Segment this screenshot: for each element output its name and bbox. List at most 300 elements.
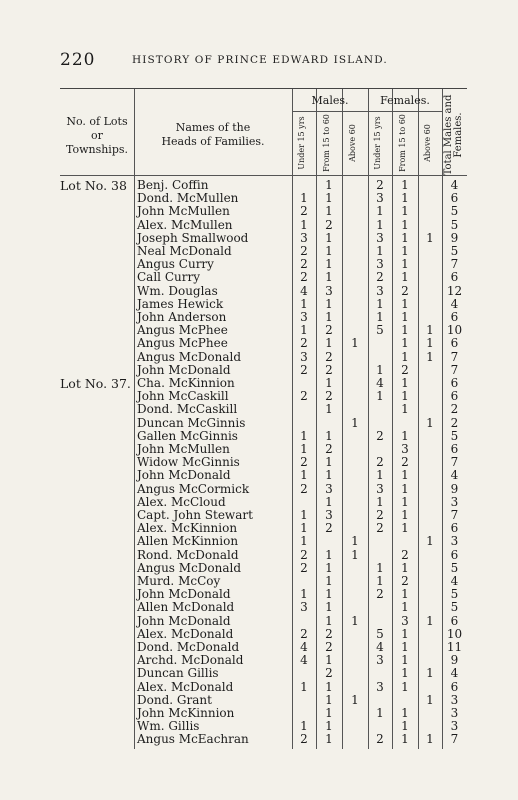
male-15-60-cell: 1 bbox=[325, 706, 333, 720]
male-above-60-cell: 1 bbox=[351, 547, 359, 562]
table-row bbox=[60, 219, 467, 232]
male-under-15-cell: 4 bbox=[300, 283, 308, 298]
female-15-60-cell: 1 bbox=[401, 204, 409, 219]
table-row bbox=[60, 628, 467, 641]
male-15-60-cell: 1 bbox=[325, 270, 333, 285]
page-header bbox=[60, 50, 470, 70]
males-group-header: Males. bbox=[311, 94, 349, 107]
total-cell: 4 bbox=[450, 574, 459, 588]
table-row bbox=[60, 549, 467, 562]
male-under-15-cell: 4 bbox=[300, 640, 308, 654]
table-row bbox=[60, 430, 467, 443]
family-name: Capt. John Stewart bbox=[137, 508, 253, 522]
total-cell: 6 bbox=[450, 376, 459, 390]
total-cell: 7 bbox=[450, 257, 459, 272]
male-under-15-cell: 2 bbox=[300, 560, 308, 575]
male-under-15-cell: 1 bbox=[300, 323, 308, 338]
male-15-60-cell: 1 bbox=[325, 455, 333, 470]
female-15-60-cell: 1 bbox=[401, 679, 409, 694]
total-cell: 6 bbox=[450, 270, 459, 285]
family-name: Wm. Douglas bbox=[137, 283, 218, 298]
total-cell: 4 bbox=[450, 296, 459, 311]
table-row bbox=[60, 615, 467, 628]
female-15-60-cell: 1 bbox=[401, 270, 409, 285]
header-rule bbox=[60, 175, 467, 176]
female-15-60-cell: 1 bbox=[401, 600, 409, 615]
female-under-15-cell: 2 bbox=[376, 178, 384, 192]
total-cell: 6 bbox=[450, 613, 459, 628]
male-15-60-cell: 1 bbox=[325, 244, 333, 258]
male-15-60-cell: 2 bbox=[325, 442, 333, 456]
female-15-60-cell: 2 bbox=[401, 362, 409, 377]
total-cell: 10 bbox=[446, 323, 463, 338]
total-column-header: Total Males and Females. bbox=[443, 94, 464, 176]
female-above-60-cell: 1 bbox=[426, 534, 434, 549]
male-15-60-cell: 1 bbox=[325, 719, 333, 734]
female-under-15-cell: 1 bbox=[376, 468, 384, 483]
female-15-60-cell: 2 bbox=[401, 574, 409, 588]
male-15-60-cell: 1 bbox=[325, 679, 333, 694]
lot-cell: Lot No. 38 bbox=[60, 178, 127, 193]
male-under-15-cell: 1 bbox=[300, 508, 308, 522]
table-row bbox=[60, 588, 467, 601]
family-name: Angus McCormick bbox=[137, 481, 250, 496]
total-cell: 5 bbox=[450, 217, 459, 232]
male-under-15-cell: 3 bbox=[300, 349, 308, 364]
female-under-15-cell: 1 bbox=[376, 494, 384, 509]
family-name: Alex. McDonald bbox=[137, 679, 234, 694]
male-15-60-cell: 1 bbox=[325, 494, 333, 509]
female-under-15-cell: 1 bbox=[376, 362, 384, 377]
female-15-60-cell: 1 bbox=[401, 389, 409, 404]
male-under-15-header: Under 15 yrs bbox=[297, 116, 306, 170]
male-under-15-cell: 2 bbox=[300, 270, 308, 285]
total-cell: 7 bbox=[450, 362, 459, 377]
table-row bbox=[60, 562, 467, 575]
male-under-15-cell: 1 bbox=[300, 442, 308, 456]
female-15-60-cell: 1 bbox=[401, 191, 409, 206]
male-under-15-cell: 1 bbox=[300, 468, 308, 483]
male-15-60-cell: 3 bbox=[325, 508, 333, 522]
family-name: Duncan McGinnis bbox=[137, 415, 246, 430]
total-cell: 9 bbox=[450, 481, 459, 496]
female-under-15-cell: 3 bbox=[376, 230, 384, 245]
group-rule bbox=[292, 111, 442, 112]
female-15-60-cell: 1 bbox=[401, 732, 409, 747]
family-name: Angus McPhee bbox=[137, 336, 228, 351]
female-above-60-cell: 1 bbox=[426, 230, 434, 245]
female-15-60-cell: 1 bbox=[401, 402, 409, 417]
male-15-60-cell: 1 bbox=[325, 191, 333, 206]
total-cell: 6 bbox=[450, 547, 459, 562]
female-15-60-header: From 15 to 60 bbox=[398, 114, 407, 172]
male-15-60-cell: 2 bbox=[325, 217, 333, 232]
male-under-15-cell: 2 bbox=[300, 257, 308, 272]
male-15-60-cell: 1 bbox=[325, 296, 333, 311]
total-cell: 6 bbox=[450, 310, 459, 324]
total-cell: 7 bbox=[450, 508, 459, 522]
female-15-60-cell: 1 bbox=[401, 323, 409, 338]
total-cell: 9 bbox=[450, 230, 459, 245]
total-cell: 5 bbox=[450, 244, 459, 258]
female-15-60-cell: 1 bbox=[401, 230, 409, 245]
male-under-15-cell: 3 bbox=[300, 230, 308, 245]
family-name: John McCaskill bbox=[137, 389, 229, 404]
male-above-60-header: Above 60 bbox=[348, 124, 357, 162]
family-name: James Hewick bbox=[137, 296, 224, 311]
family-name: Alex. McDonald bbox=[137, 626, 234, 641]
female-under-15-cell: 1 bbox=[376, 574, 384, 588]
family-name: Alex. McKinnion bbox=[137, 521, 238, 536]
female-15-60-cell: 1 bbox=[401, 666, 409, 681]
family-name: John McDonald bbox=[137, 613, 231, 628]
total-cell: 6 bbox=[450, 521, 459, 536]
total-cell: 12 bbox=[446, 283, 463, 298]
male-under-15-cell: 1 bbox=[300, 191, 308, 206]
female-under-15-cell: 1 bbox=[376, 244, 384, 258]
female-above-60-cell: 1 bbox=[426, 666, 434, 681]
female-under-15-cell: 1 bbox=[376, 706, 384, 720]
male-15-60-cell: 1 bbox=[325, 376, 333, 390]
female-15-60-cell: 1 bbox=[401, 719, 409, 734]
total-cell: 6 bbox=[450, 191, 459, 206]
total-cell: 5 bbox=[450, 204, 459, 219]
family-name: John McMullen bbox=[137, 442, 230, 456]
table-row bbox=[60, 694, 467, 707]
male-above-60-cell: 1 bbox=[351, 692, 359, 707]
female-15-60-cell: 1 bbox=[401, 560, 409, 575]
females-group-header: Females. bbox=[380, 94, 430, 107]
header-line: Names of the bbox=[175, 121, 251, 134]
male-15-60-cell: 2 bbox=[325, 349, 333, 364]
total-cell: 2 bbox=[450, 402, 459, 417]
table-row bbox=[60, 271, 467, 284]
male-under-15-cell: 2 bbox=[300, 336, 308, 351]
family-name: Alex. McCloud bbox=[137, 494, 226, 509]
table-row bbox=[60, 192, 467, 205]
male-under-15-cell: 2 bbox=[300, 244, 308, 258]
total-cell: 6 bbox=[450, 336, 459, 351]
male-15-60-cell: 1 bbox=[325, 600, 333, 615]
family-name: Dond. McMullen bbox=[137, 191, 239, 206]
total-cell: 5 bbox=[450, 560, 459, 575]
male-15-60-cell: 1 bbox=[325, 732, 333, 747]
male-15-60-cell: 1 bbox=[325, 692, 333, 707]
female-15-60-cell: 1 bbox=[401, 428, 409, 443]
male-under-15-cell: 2 bbox=[300, 626, 308, 641]
female-under-15-cell: 3 bbox=[376, 191, 384, 206]
male-15-60-cell: 1 bbox=[325, 560, 333, 575]
male-15-60-cell: 1 bbox=[325, 257, 333, 272]
family-name: Angus McEachran bbox=[137, 732, 249, 747]
male-15-60-cell: 1 bbox=[325, 613, 333, 628]
table-row bbox=[60, 337, 467, 350]
family-name: John McMullen bbox=[137, 204, 230, 219]
total-cell: 7 bbox=[450, 349, 459, 364]
male-15-60-cell: 1 bbox=[325, 547, 333, 562]
family-name: Call Curry bbox=[137, 270, 200, 285]
female-under-15-cell: 3 bbox=[376, 653, 384, 668]
male-15-60-cell: 3 bbox=[325, 481, 333, 496]
family-name: John McDonald bbox=[137, 468, 231, 483]
male-15-60-cell: 1 bbox=[325, 402, 333, 417]
lot-cell: Lot No. 37. bbox=[60, 376, 131, 391]
table-row bbox=[60, 483, 467, 496]
female-under-15-cell: 3 bbox=[376, 257, 384, 272]
male-under-15-cell: 2 bbox=[300, 547, 308, 562]
family-name: Angus McPhee bbox=[137, 323, 228, 338]
female-under-15-cell: 3 bbox=[376, 679, 384, 694]
total-cell: 10 bbox=[446, 626, 463, 641]
total-cell: 3 bbox=[450, 534, 459, 549]
female-15-60-cell: 1 bbox=[401, 494, 409, 509]
male-under-15-cell: 2 bbox=[300, 481, 308, 496]
female-under-15-cell: 1 bbox=[376, 217, 384, 232]
table-row bbox=[60, 681, 467, 694]
family-name: John McKinnion bbox=[137, 706, 235, 720]
total-cell: 2 bbox=[450, 415, 459, 430]
female-15-60-cell: 1 bbox=[401, 310, 409, 324]
female-15-60-cell: 1 bbox=[401, 296, 409, 311]
female-under-15-cell: 1 bbox=[376, 389, 384, 404]
lots-column-header bbox=[60, 115, 134, 157]
female-under-15-cell: 3 bbox=[376, 283, 384, 298]
header-line: No. of Lots bbox=[66, 115, 128, 128]
female-under-15-cell: 5 bbox=[376, 323, 384, 338]
male-under-15-cell: 1 bbox=[300, 719, 308, 734]
family-name: Dond. McCaskill bbox=[137, 402, 238, 417]
female-15-60-cell: 2 bbox=[401, 455, 409, 470]
family-name: John McDonald bbox=[137, 362, 231, 377]
female-under-15-cell: 1 bbox=[376, 204, 384, 219]
total-cell: 5 bbox=[450, 587, 459, 602]
male-15-60-cell: 1 bbox=[325, 336, 333, 351]
female-15-60-cell: 1 bbox=[401, 626, 409, 641]
family-name: Wm. Gillis bbox=[137, 719, 200, 734]
running-title: HISTORY OF PRINCE EDWARD ISLAND. bbox=[132, 54, 388, 66]
male-15-60-cell: 2 bbox=[325, 362, 333, 377]
male-above-60-cell: 1 bbox=[351, 415, 359, 430]
female-under-15-cell: 1 bbox=[376, 560, 384, 575]
male-under-15-cell: 1 bbox=[300, 296, 308, 311]
male-above-60-cell: 1 bbox=[351, 336, 359, 351]
family-name: Joseph Smallwood bbox=[137, 230, 249, 245]
female-15-60-cell: 1 bbox=[401, 468, 409, 483]
family-name: Dond. McDonald bbox=[137, 640, 240, 654]
female-15-60-cell: 1 bbox=[401, 508, 409, 522]
family-name: Dond. Grant bbox=[137, 692, 212, 707]
total-cell: 7 bbox=[450, 732, 459, 747]
female-15-60-cell: 2 bbox=[401, 283, 409, 298]
family-name: Alex. McMullen bbox=[137, 217, 233, 232]
female-above-60-cell: 1 bbox=[426, 613, 434, 628]
total-cell: 3 bbox=[450, 692, 459, 707]
female-15-60-cell: 2 bbox=[401, 547, 409, 562]
female-under-15-cell: 4 bbox=[376, 376, 384, 390]
total-cell: 4 bbox=[450, 468, 459, 483]
female-15-60-cell: 1 bbox=[401, 178, 409, 192]
female-15-60-cell: 1 bbox=[401, 257, 409, 272]
total-cell: 5 bbox=[450, 428, 459, 443]
female-above-60-cell: 1 bbox=[426, 349, 434, 364]
female-15-60-cell: 1 bbox=[401, 706, 409, 720]
male-15-60-cell: 1 bbox=[325, 310, 333, 324]
male-15-60-cell: 1 bbox=[325, 574, 333, 588]
family-name: Gallen McGinnis bbox=[137, 428, 238, 443]
male-15-60-cell: 1 bbox=[325, 587, 333, 602]
male-under-15-cell: 4 bbox=[300, 653, 308, 668]
table-row bbox=[60, 654, 467, 667]
male-under-15-cell: 3 bbox=[300, 310, 308, 324]
male-under-15-cell: 3 bbox=[300, 600, 308, 615]
total-cell: 5 bbox=[450, 600, 459, 615]
female-above-60-cell: 1 bbox=[426, 415, 434, 430]
male-15-60-cell: 2 bbox=[325, 323, 333, 338]
female-15-60-cell: 1 bbox=[401, 481, 409, 496]
family-name: Archd. McDonald bbox=[137, 653, 244, 668]
family-name: Rond. McDonald bbox=[137, 547, 239, 562]
total-cell: 4 bbox=[450, 666, 459, 681]
male-15-60-cell: 1 bbox=[325, 428, 333, 443]
family-name: Murd. McCoy bbox=[137, 574, 221, 588]
female-15-60-cell: 1 bbox=[401, 653, 409, 668]
table-row bbox=[60, 535, 467, 548]
table-row bbox=[60, 364, 467, 377]
male-under-15-cell: 2 bbox=[300, 362, 308, 377]
table-row bbox=[60, 324, 467, 337]
female-above-60-cell: 1 bbox=[426, 692, 434, 707]
total-cell: 6 bbox=[450, 442, 459, 456]
female-15-60-cell: 1 bbox=[401, 376, 409, 390]
table-row bbox=[60, 469, 467, 482]
family-name: Allen McKinnion bbox=[137, 534, 239, 549]
family-name: John Anderson bbox=[137, 310, 227, 324]
male-above-60-cell: 1 bbox=[351, 534, 359, 549]
female-above-60-cell: 1 bbox=[426, 732, 434, 747]
male-under-15-cell: 1 bbox=[300, 679, 308, 694]
female-15-60-cell: 1 bbox=[401, 244, 409, 258]
table-row bbox=[60, 351, 467, 364]
male-under-15-cell: 1 bbox=[300, 534, 308, 549]
male-15-60-cell: 2 bbox=[325, 389, 333, 404]
census-table bbox=[60, 88, 467, 749]
male-15-60-cell: 2 bbox=[325, 640, 333, 654]
family-name: Benj. Coffin bbox=[137, 178, 209, 192]
family-name: Widow McGinnis bbox=[137, 455, 240, 470]
table-row bbox=[60, 733, 467, 746]
total-cell: 7 bbox=[450, 455, 459, 470]
family-name: Cha. McKinnion bbox=[137, 376, 235, 390]
female-under-15-cell: 2 bbox=[376, 508, 384, 522]
table-row bbox=[60, 390, 467, 403]
male-15-60-cell: 1 bbox=[325, 178, 333, 192]
male-15-60-cell: 1 bbox=[325, 653, 333, 668]
family-name: John McDonald bbox=[137, 587, 231, 602]
table-row bbox=[60, 417, 467, 430]
male-15-60-cell: 2 bbox=[325, 521, 333, 536]
male-under-15-cell: 2 bbox=[300, 389, 308, 404]
header-line: Heads of Families. bbox=[161, 135, 265, 148]
female-under-15-header: Under 15 yrs bbox=[373, 116, 382, 170]
header-line: or bbox=[91, 129, 103, 142]
female-above-60-cell: 1 bbox=[426, 336, 434, 351]
female-under-15-cell: 5 bbox=[376, 626, 384, 641]
page-number: 220 bbox=[60, 50, 96, 70]
total-cell: 3 bbox=[450, 706, 459, 720]
male-15-60-cell: 2 bbox=[325, 626, 333, 641]
female-under-15-cell: 4 bbox=[376, 640, 384, 654]
male-15-60-header: From 15 to 60 bbox=[322, 114, 331, 172]
male-15-60-cell: 1 bbox=[325, 204, 333, 219]
male-15-60-cell: 1 bbox=[325, 230, 333, 245]
female-15-60-cell: 1 bbox=[401, 640, 409, 654]
female-under-15-cell: 2 bbox=[376, 428, 384, 443]
family-name: Duncan Gillis bbox=[137, 666, 219, 681]
female-15-60-cell: 1 bbox=[401, 587, 409, 602]
total-cell: 11 bbox=[446, 640, 463, 654]
total-cell: 4 bbox=[450, 178, 459, 192]
female-under-15-cell: 2 bbox=[376, 521, 384, 536]
female-15-60-cell: 1 bbox=[401, 521, 409, 536]
male-15-60-cell: 2 bbox=[325, 666, 333, 681]
family-name: Allen McDonald bbox=[137, 600, 235, 615]
table-row bbox=[60, 258, 467, 271]
female-under-15-cell: 1 bbox=[376, 296, 384, 311]
female-under-15-cell: 3 bbox=[376, 481, 384, 496]
female-above-60-header: Above 60 bbox=[423, 124, 432, 162]
female-15-60-cell: 1 bbox=[401, 336, 409, 351]
family-name: Angus McDonald bbox=[137, 349, 242, 364]
male-under-15-cell: 2 bbox=[300, 204, 308, 219]
total-cell: 3 bbox=[450, 494, 459, 509]
male-15-60-cell: 1 bbox=[325, 468, 333, 483]
table-row bbox=[60, 496, 467, 509]
female-above-60-cell: 1 bbox=[426, 323, 434, 338]
female-under-15-cell: 2 bbox=[376, 455, 384, 470]
male-under-15-cell: 1 bbox=[300, 428, 308, 443]
total-cell: 6 bbox=[450, 679, 459, 694]
female-under-15-cell: 2 bbox=[376, 587, 384, 602]
table-row bbox=[60, 456, 467, 469]
male-under-15-cell: 2 bbox=[300, 732, 308, 747]
female-15-60-cell: 3 bbox=[401, 442, 409, 456]
family-name: Angus Curry bbox=[137, 257, 214, 272]
female-15-60-cell: 3 bbox=[401, 613, 409, 628]
female-under-15-cell: 1 bbox=[376, 310, 384, 324]
total-cell: 6 bbox=[450, 389, 459, 404]
male-under-15-cell: 1 bbox=[300, 521, 308, 536]
male-under-15-cell: 2 bbox=[300, 455, 308, 470]
family-name: Neal McDonald bbox=[137, 244, 232, 258]
male-above-60-cell: 1 bbox=[351, 613, 359, 628]
table-row bbox=[60, 403, 467, 416]
table-row bbox=[60, 601, 467, 614]
male-under-15-cell: 1 bbox=[300, 587, 308, 602]
table-row bbox=[60, 285, 467, 298]
female-under-15-cell: 2 bbox=[376, 732, 384, 747]
male-under-15-cell: 1 bbox=[300, 217, 308, 232]
header-line: Townships. bbox=[65, 143, 129, 156]
table-row bbox=[60, 205, 467, 218]
family-name: Angus McDonald bbox=[137, 560, 242, 575]
male-15-60-cell: 3 bbox=[325, 283, 333, 298]
female-15-60-cell: 1 bbox=[401, 217, 409, 232]
table-row bbox=[60, 232, 467, 245]
names-column-header bbox=[138, 121, 288, 149]
female-15-60-cell: 1 bbox=[401, 349, 409, 364]
table-row bbox=[60, 720, 467, 733]
table-row bbox=[60, 522, 467, 535]
